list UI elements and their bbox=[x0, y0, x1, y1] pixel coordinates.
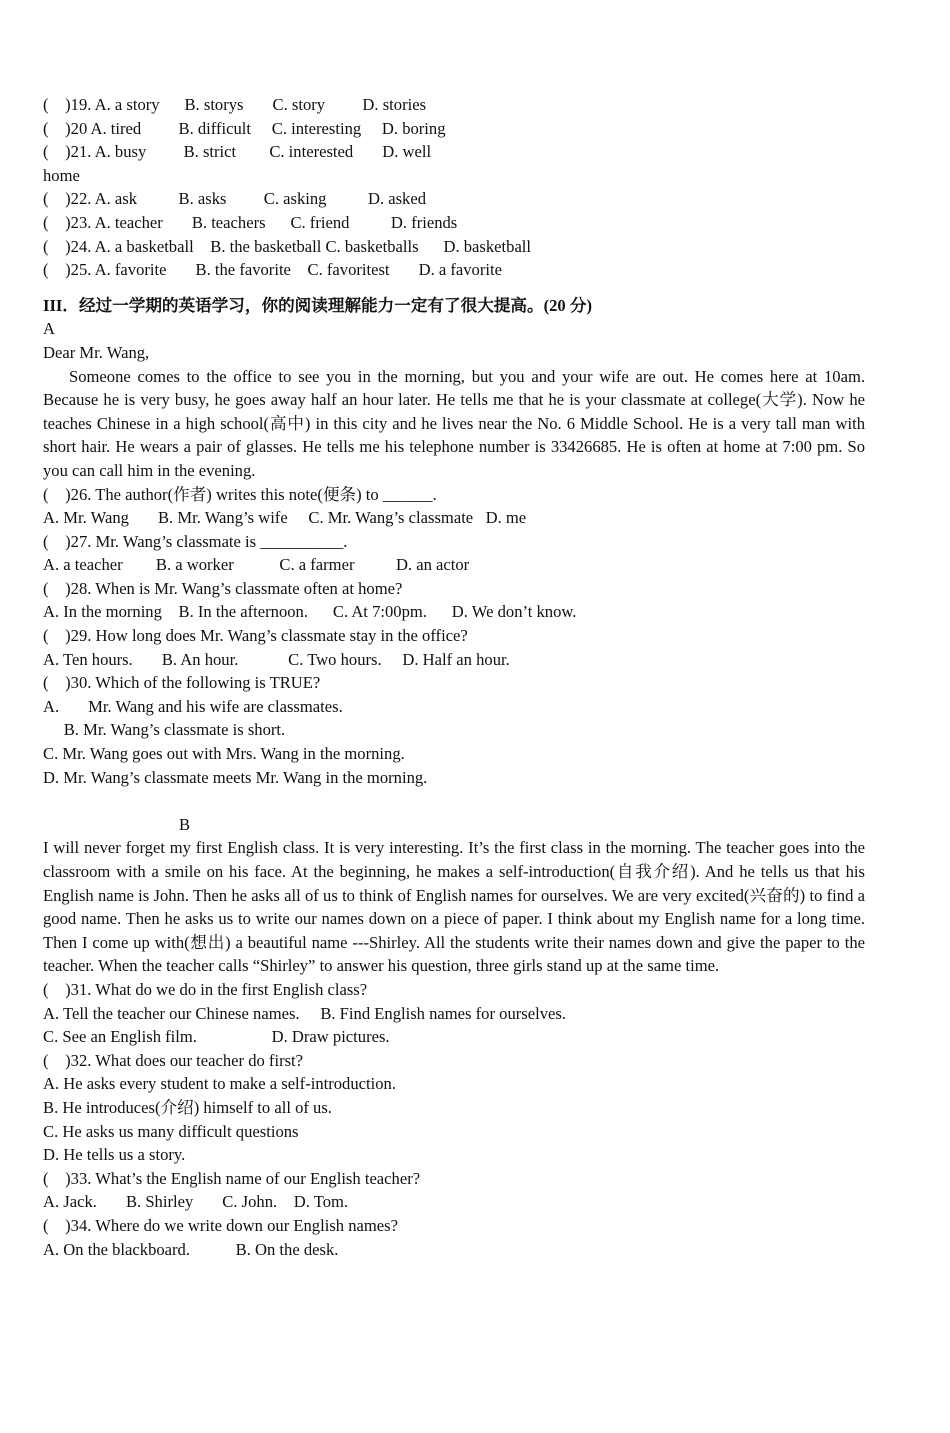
answer-option: A. He asks every student to make a self-introduction. bbox=[43, 1074, 396, 1094]
answer-options: A. Tell the teacher our Chinese names. B. Find English names for ourselves. bbox=[43, 1003, 566, 1023]
answer-option: B. Mr. Wang’s classmate is short. bbox=[43, 720, 286, 740]
question-line: ( )27. Mr. Wang’s classmate is __________. bbox=[43, 531, 348, 551]
answer-option: D. He tells us a story. bbox=[43, 1145, 186, 1165]
section-heading: III．经过一学期的英语学习，你的阅读理解能力一定有了很大提高。(20 分) bbox=[43, 295, 592, 315]
question-line: ( )22. A. ask B. asks C. asking D. asked bbox=[43, 189, 427, 209]
passage-a bbox=[43, 317, 865, 789]
question-line: ( )19. A. a story B. storys C. story D. stories bbox=[43, 95, 427, 114]
answer-option: B. He introduces(介绍) himself to all of us. bbox=[43, 1097, 332, 1117]
question-line: ( )31. What do we do in the first English class? bbox=[43, 979, 368, 999]
answer-options: A. Mr. Wang B. Mr. Wang’s wife C. Mr. Wang’s classmate D. me bbox=[43, 508, 527, 528]
question-line: ( )33. What’s the English name of our English teacher? bbox=[43, 1168, 421, 1188]
question-line: ( )21. A. busy B. strict C. interested D. well bbox=[43, 142, 432, 162]
options-block bbox=[43, 93, 865, 282]
answer-option: A. Mr. Wang and his wife are classmates. bbox=[43, 696, 343, 716]
question-line: ( )25. A. favorite B. the favorite C. favoritest D. a favorite bbox=[43, 260, 502, 280]
answer-options: A. Jack. B. Shirley C. John. D. Tom. bbox=[43, 1192, 349, 1212]
answer-options: A. Ten hours. B. An hour. C. Two hours. D. Half an hour. bbox=[43, 649, 510, 669]
question-line: ( )26. The author(作者) writes this note(便条) to ______. bbox=[43, 484, 437, 504]
letter-salutation: Dear Mr. Wang, bbox=[43, 342, 150, 362]
answer-options: A. On the blackboard. B. On the desk. bbox=[43, 1239, 339, 1259]
document-page bbox=[43, 93, 865, 1261]
question-line: ( )30. Which of the following is TRUE? bbox=[43, 673, 321, 693]
passage-b bbox=[43, 813, 865, 1261]
question-line: ( )23. A. teacher B. teachers C. friend D. friends bbox=[43, 212, 458, 232]
answer-option: C. Mr. Wang goes out with Mrs. Wang in the morning. bbox=[43, 744, 405, 764]
passage-label: B bbox=[179, 814, 191, 834]
question-line: home bbox=[43, 165, 80, 185]
question-line: ( )32. What does our teacher do first? bbox=[43, 1050, 304, 1070]
question-line: ( )24. A. a basketball B. the basketball C. basketballs D. basketball bbox=[43, 236, 532, 256]
question-line: ( )28. When is Mr. Wang’s classmate often at home? bbox=[43, 578, 403, 598]
answer-options: C. See an English film. D. Draw pictures. bbox=[43, 1027, 390, 1047]
question-line: ( )34. Where do we write down our English names? bbox=[43, 1215, 398, 1235]
answer-option: D. Mr. Wang’s classmate meets Mr. Wang in the morning. bbox=[43, 767, 428, 787]
question-line: ( )29. How long does Mr. Wang’s classmate stay in the office? bbox=[43, 626, 468, 646]
passage-label: A bbox=[43, 319, 55, 339]
answer-option: C. He asks us many difficult questions bbox=[43, 1121, 299, 1141]
answer-options: A. In the morning B. In the afternoon. C. At 7:00pm. D. We don’t know. bbox=[43, 602, 577, 622]
question-line: ( )20 A. tired B. difficult C. interesting D. boring bbox=[43, 118, 446, 138]
spacer bbox=[43, 789, 865, 813]
passage-body: Someone comes to the office to see you in the morning, but you and your wife are out. He comes here at 10am. Because he is very busy, he goes away half an hour later. He tells me that he is your classmate at college(大学). Now he teaches Chinese in a high school(高中) in this city and he lives near the No. 6 Middle School. He is a very tall man with short hair. He wears a pair of glasses. He tells me his telephone number is 33426685. He is often at home at 7:00 pm. So you can call him in the evening. bbox=[43, 366, 865, 480]
passage-body: I will never forget my first English class. It is very interesting. It’s the first class in the morning. The teacher goes into the classroom with a smile on his face. At the beginning, he makes a self-introduction(自我介绍). And he tells us that his English name is John. Then he asks all of us to think of English names for ourselves. We are very excited(兴奋的) to find a good name. Then he asks us to write our names down on a piece of paper. I think about my English name for a long time. Then I come up with(想出) a beautiful name ---Shirley. All the students write their names down and give the paper to the teacher. When the teacher calls “Shirley” to answer his question, three girls stand up at the same time. bbox=[43, 838, 865, 976]
answer-options: A. a teacher B. a worker C. a farmer D. an actor bbox=[43, 555, 470, 575]
